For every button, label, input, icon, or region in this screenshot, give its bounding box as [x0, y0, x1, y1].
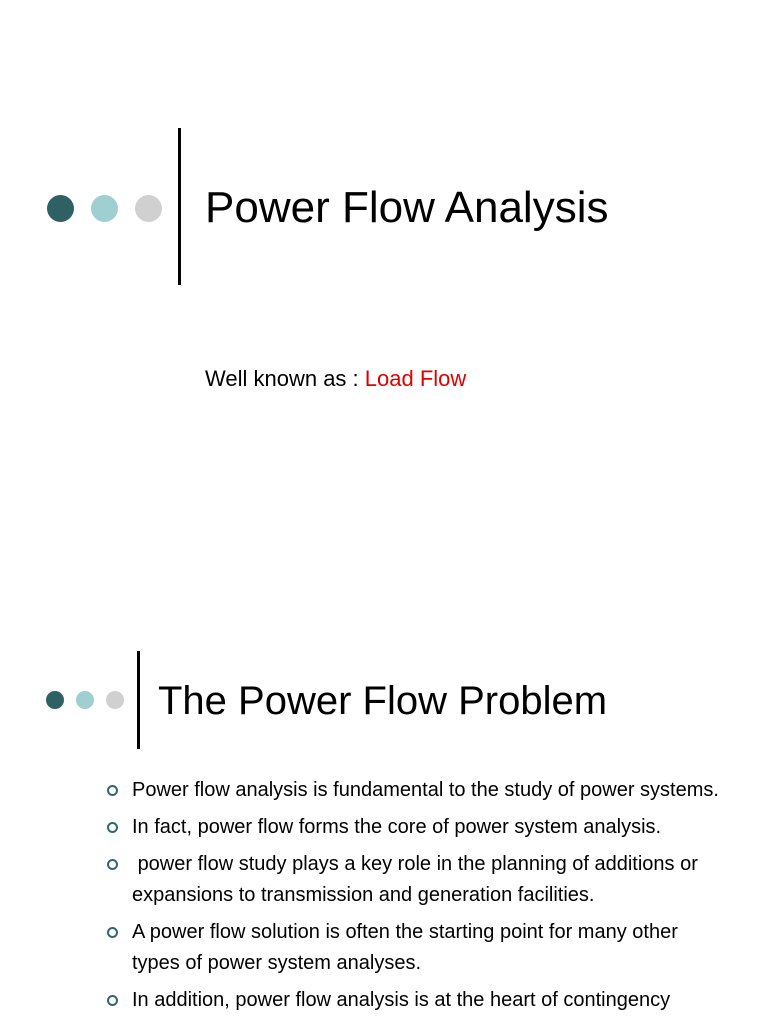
hollow-circle-bullet-icon	[107, 927, 118, 938]
hollow-circle-bullet-icon	[107, 822, 118, 833]
dark-teal-dot	[47, 195, 74, 222]
bullet-text: A power flow solution is often the starting point for many other types of power system analyses.	[132, 921, 684, 974]
light-teal-dot	[91, 195, 118, 222]
bullet-text: Power flow analysis is fundamental to the study of power systems.	[132, 779, 719, 801]
gray-dot	[135, 195, 162, 222]
hollow-circle-bullet-icon	[107, 785, 118, 796]
list-item	[0, 775, 768, 806]
list-item	[0, 917, 768, 979]
list-item	[0, 849, 768, 911]
title-divider-bar	[178, 128, 181, 285]
slide-title: The Power Flow Problem	[158, 679, 608, 723]
list-item	[0, 812, 768, 843]
hollow-circle-bullet-icon	[107, 995, 118, 1006]
bullet-text: power flow study plays a key role in the planning of additions or expansions to transmission and generation facilities.	[132, 853, 704, 906]
slide-2	[0, 520, 768, 1024]
bullet-list	[0, 775, 768, 1016]
title-divider-bar	[137, 651, 140, 749]
slide-subtitle	[205, 366, 466, 392]
subtitle-highlight: Load Flow	[364, 366, 467, 391]
slide-title: Power Flow Analysis	[205, 183, 609, 232]
gray-dot	[106, 691, 124, 709]
bullet-text: In fact, power flow forms the core of power system analysis.	[132, 816, 662, 838]
dark-teal-dot	[46, 691, 64, 709]
light-teal-dot	[76, 691, 94, 709]
bullet-text: In addition, power flow analysis is at the heart of contingency	[132, 989, 671, 1011]
subtitle-prefix: Well known as :	[205, 366, 365, 391]
list-item	[0, 985, 768, 1016]
hollow-circle-bullet-icon	[107, 859, 118, 870]
